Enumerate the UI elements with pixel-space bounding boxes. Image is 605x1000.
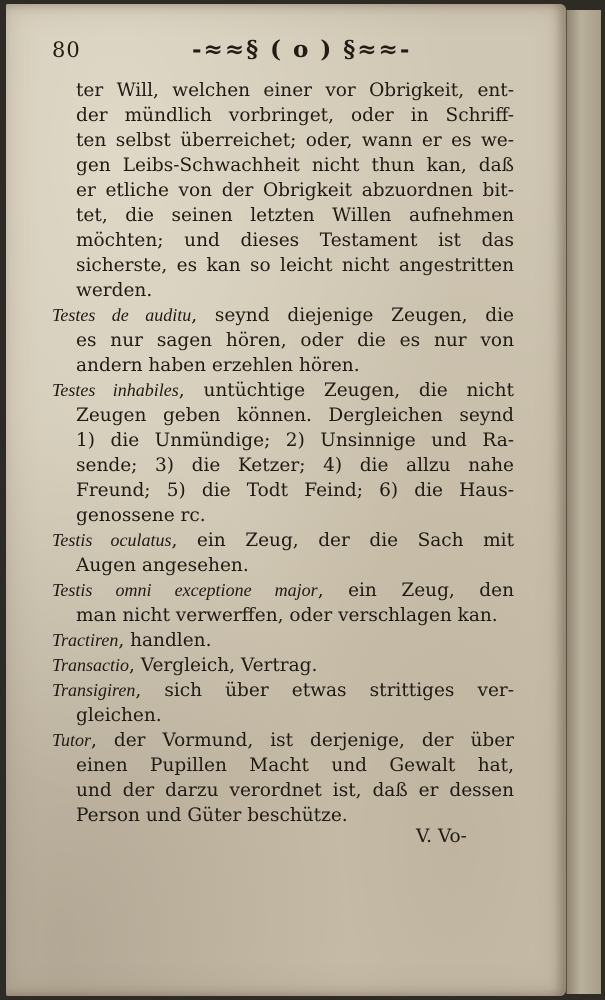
text-line: tet, die seinen letzten Willen aufnehmen bbox=[76, 205, 514, 226]
running-header bbox=[52, 38, 522, 70]
text-line: 1) die Unmündige; 2) Unsinnige und Ra- bbox=[76, 430, 514, 451]
text-line: ten selbst überreichet; oder, wann er es we- bbox=[76, 130, 514, 151]
text-line: man nicht verwerffen, oder verschlagen kan. bbox=[76, 605, 498, 626]
text-line: ter Will, welchen einer vor Obrigkeit, ent- bbox=[76, 80, 514, 101]
entry-term: Tutor bbox=[52, 730, 92, 750]
entry-definition: , ein Zeug, der die Sach mit bbox=[171, 530, 514, 551]
glossary-entry-tutor bbox=[52, 728, 514, 828]
catchword: V. Vo- bbox=[416, 826, 467, 847]
glossary-entry-testes-inhabiles bbox=[52, 378, 514, 528]
glossary-text bbox=[52, 78, 514, 828]
text-line: gen Leibs-Schwachheit nicht thun kan, daß bbox=[76, 155, 514, 176]
entry-term: Transactio bbox=[52, 655, 130, 675]
glossary-entry-transactio bbox=[52, 653, 514, 678]
continued-entry bbox=[52, 78, 514, 303]
entry-term: Transigiren bbox=[52, 680, 136, 700]
glossary-entry-testes-de-auditu bbox=[52, 303, 514, 378]
text-line: gleichen. bbox=[76, 705, 162, 726]
glossary-entry-transigiren bbox=[52, 678, 514, 728]
entry-definition: , untüchtige Zeugen, die nicht bbox=[178, 380, 514, 401]
entry-definition: , der Vormund, ist derjenige, der über bbox=[91, 730, 514, 751]
glossary-entry-testis-omni-exceptione-major bbox=[52, 578, 514, 628]
entry-definition: , sich über etwas strittiges ver- bbox=[135, 680, 514, 701]
text-line: es nur sagen hören, oder die es nur von bbox=[76, 330, 514, 351]
text-line: sende; 3) die Ketzer; 4) die allzu nahe bbox=[76, 455, 514, 476]
text-line: er etliche von der Obrigkeit abzuordnen bit- bbox=[76, 180, 514, 201]
adjacent-page-edge bbox=[566, 10, 601, 994]
entry-term: Testis omni exceptione major bbox=[52, 580, 318, 600]
entry-term: Testes de auditu bbox=[52, 305, 192, 325]
book-page bbox=[6, 4, 566, 996]
text-line: Person und Güter beschütze. bbox=[76, 805, 348, 826]
entry-definition: , handlen. bbox=[118, 630, 212, 651]
entry-term: Testis oculatus bbox=[52, 530, 172, 550]
text-line: Freund; 5) die Todt Feind; 6) die Haus- bbox=[76, 480, 514, 501]
header-ornament: -≈≈§ ( o ) §≈≈- bbox=[192, 36, 412, 63]
text-line: genossene rc. bbox=[76, 505, 206, 526]
text-line: der mündlich vorbringet, oder in Schriff- bbox=[76, 105, 514, 126]
entry-term: Testes inhabiles bbox=[52, 380, 179, 400]
entry-definition: , ein Zeug, den bbox=[317, 580, 514, 601]
text-line: sicherste, es kan so leicht nicht angestritten bbox=[76, 255, 514, 276]
text-line: andern haben erzehlen hören. bbox=[76, 355, 360, 376]
text-line: einen Pupillen Macht und Gewalt hat, bbox=[76, 755, 514, 776]
glossary-entry-tractiren bbox=[52, 628, 514, 653]
text-line: werden. bbox=[76, 280, 153, 301]
text-line: Augen angesehen. bbox=[76, 555, 249, 576]
text-line: möchten; und dieses Testament ist das bbox=[76, 230, 514, 251]
entry-definition: , seynd diejenige Zeugen, die bbox=[191, 305, 514, 326]
entry-definition: , Vergleich, Vertrag. bbox=[129, 655, 318, 676]
text-line: und der darzu verordnet ist, daß er dessen bbox=[76, 780, 514, 801]
text-line: Zeugen geben können. Dergleichen seynd bbox=[76, 405, 514, 426]
entry-term: Tractiren bbox=[52, 630, 119, 650]
page-number: 80 bbox=[52, 38, 81, 62]
glossary-entry-testis-oculatus bbox=[52, 528, 514, 578]
